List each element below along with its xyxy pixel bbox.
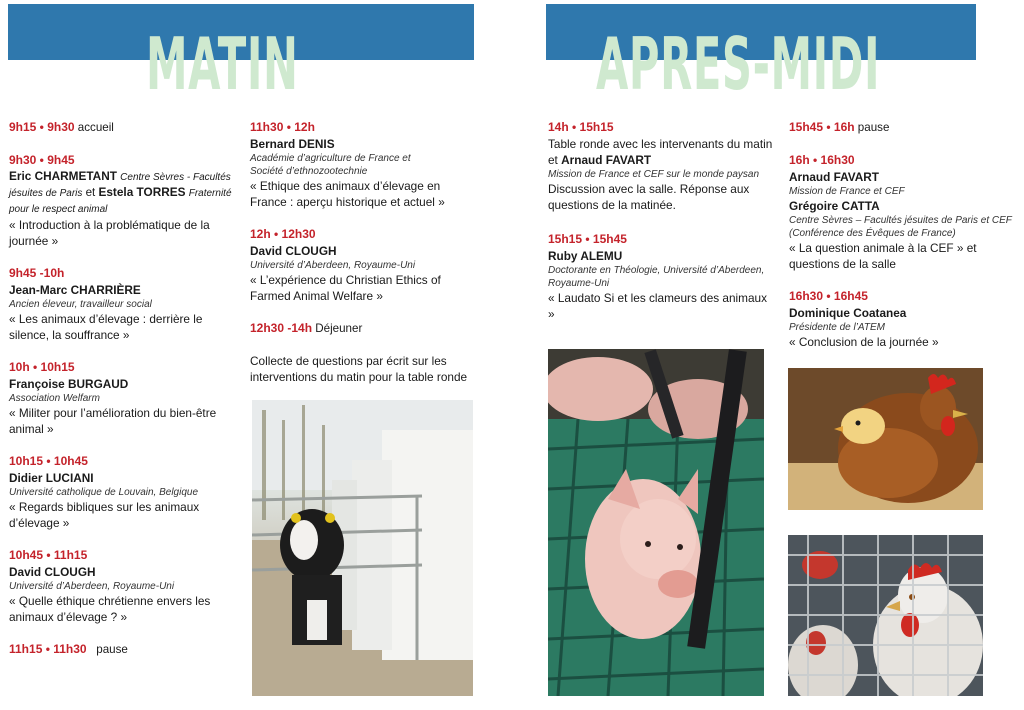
title-matin: MATIN bbox=[146, 22, 299, 106]
time-slot: 11h15 • 11h30 bbox=[9, 642, 87, 656]
slot-label: pause bbox=[854, 121, 890, 134]
piglet-photo bbox=[548, 349, 764, 696]
talk-title: « Ethique des animaux d’élevage en France : aperçu historique et actuel » bbox=[250, 179, 445, 209]
speaker-name: David CLOUGH bbox=[9, 565, 96, 579]
schedule-block bbox=[789, 119, 1014, 136]
speaker-affiliation: Université d’Aberdeen, Royaume-Uni bbox=[250, 260, 416, 271]
speaker-affiliation: Université catholique de Louvain, Belgique bbox=[9, 487, 199, 498]
time-slot: 10h45 • 11h15 bbox=[9, 548, 88, 562]
speaker-affiliation: Centre Sèvres - Facultés jésuites de Paris bbox=[9, 172, 231, 199]
speaker-name: Dominique Coatanea bbox=[789, 306, 907, 320]
time-slot: 12h • 12h30 bbox=[250, 227, 316, 241]
time-slot: 9h45 -10h bbox=[9, 266, 65, 280]
speaker-affiliation: Doctorante en Théologie, Université d’Aberdeen, Royaume-Uni bbox=[548, 265, 765, 289]
column-afternoon-1 bbox=[548, 119, 773, 338]
speaker-name: Jean-Marc CHARRIÈRE bbox=[9, 283, 141, 297]
time-slot: 10h • 10h15 bbox=[9, 360, 75, 374]
schedule-block bbox=[548, 231, 773, 322]
schedule-block bbox=[250, 320, 475, 337]
schedule-block bbox=[789, 288, 1014, 350]
speaker-affiliation: Université d’Aberdeen, Royaume-Uni bbox=[9, 581, 175, 592]
schedule-block bbox=[9, 359, 234, 437]
time-slot: 9h15 • 9h30 bbox=[9, 120, 75, 134]
speaker-affiliation: Ancien éleveur, travailleur social bbox=[9, 299, 152, 310]
schedule-block bbox=[548, 119, 773, 213]
schedule-block bbox=[250, 226, 475, 304]
talk-title: « La question animale à la CEF » et questions de la salle bbox=[789, 241, 977, 271]
slot-label: Déjeuner bbox=[312, 322, 363, 335]
speaker-affiliation: Fraternité pour le respect animal bbox=[9, 188, 232, 215]
column-morning-2 bbox=[250, 119, 475, 401]
schedule-block bbox=[9, 547, 234, 625]
time-slot: 15h45 • 16h bbox=[789, 120, 855, 134]
hen-and-chick-photo bbox=[788, 368, 983, 510]
caged-chickens-photo bbox=[788, 535, 983, 696]
talk-title: « Introduction à la problématique de la journée » bbox=[9, 218, 210, 248]
speaker-name: Arnaud FAVART bbox=[561, 153, 652, 167]
speaker-affiliation: Association Welfarm bbox=[9, 393, 100, 404]
speaker-affiliation: Mission de France et CEF sur le monde paysan bbox=[548, 169, 760, 180]
time-slot: 16h • 16h30 bbox=[789, 153, 855, 167]
time-slot: 16h30 • 16h45 bbox=[789, 289, 868, 303]
speaker-name: Grégoire CATTA bbox=[789, 199, 880, 213]
speaker-affiliation: Présidente de l’ATEM bbox=[789, 322, 885, 333]
slot-label: accueil bbox=[74, 121, 114, 134]
talk-title: « Conclusion de la journée » bbox=[789, 335, 939, 349]
time-slot: 11h30 • 12h bbox=[250, 120, 315, 134]
time-slot: 14h • 15h15 bbox=[548, 120, 614, 134]
talk-title: « Laudato Si et les clameurs des animaux » bbox=[548, 291, 768, 321]
speaker-affiliation: Centre Sèvres – Facultés jésuites de Paris et CEF (Conférence des Évêques de France) bbox=[789, 215, 1012, 239]
note-text: Collecte de questions par écrit sur les interventions du matin pour la table ronde bbox=[250, 354, 468, 384]
discussion-text: Discussion avec la salle. Réponse aux questions de la matinée. bbox=[548, 182, 750, 212]
time-slot: 10h15 • 10h45 bbox=[9, 454, 88, 468]
speaker-name: Bernard DENIS bbox=[250, 137, 335, 151]
talk-title: « Regards bibliques sur les animaux d’élevage » bbox=[9, 500, 200, 530]
speaker-name: Ruby ALEMU bbox=[548, 249, 623, 263]
schedule-block bbox=[9, 453, 234, 531]
schedule-block bbox=[9, 641, 234, 658]
time-slot: 15h15 • 15h45 bbox=[548, 232, 627, 246]
talk-title: « Militer pour l’amélioration du bien-être animal » bbox=[9, 406, 217, 436]
column-morning-1 bbox=[9, 119, 234, 674]
speaker-name: David CLOUGH bbox=[250, 244, 337, 258]
talk-title: « Quelle éthique chrétienne envers les animaux d’élevage ? » bbox=[9, 594, 211, 624]
slot-label: pause bbox=[86, 643, 128, 656]
time-slot: 12h30 -14h bbox=[250, 321, 313, 335]
speaker-name: Estela TORRES bbox=[98, 185, 186, 199]
speaker-name: Arnaud FAVART bbox=[789, 170, 880, 184]
speaker-name: Eric CHARMETANT bbox=[9, 169, 117, 183]
speaker-affiliation: Mission de France et CEF bbox=[789, 186, 905, 197]
schedule-block bbox=[250, 119, 475, 210]
time-slot: 9h30 • 9h45 bbox=[9, 153, 75, 167]
talk-title: « Les animaux d’élevage : derrière le silence, la souffrance » bbox=[9, 312, 203, 342]
roundtable-text: Table ronde avec les intervenants du matin et bbox=[548, 137, 773, 167]
schedule-block bbox=[9, 152, 234, 249]
title-apres-midi: APRES-MIDI bbox=[596, 22, 881, 106]
conjunction: et bbox=[82, 186, 99, 199]
schedule-block bbox=[9, 265, 234, 343]
schedule-block bbox=[250, 353, 475, 385]
column-afternoon-2 bbox=[789, 119, 1014, 366]
speaker-name: Didier LUCIANI bbox=[9, 471, 94, 485]
calf-photo bbox=[252, 400, 473, 696]
schedule-block bbox=[9, 119, 234, 136]
schedule-block bbox=[789, 152, 1014, 272]
speaker-affiliation: Académie d’agriculture de France et Société d’ethnozootechnie bbox=[250, 153, 411, 177]
talk-title: « L’expérience du Christian Ethics of Farmed Animal Welfare » bbox=[250, 273, 441, 303]
speaker-name: Françoise BURGAUD bbox=[9, 377, 129, 391]
